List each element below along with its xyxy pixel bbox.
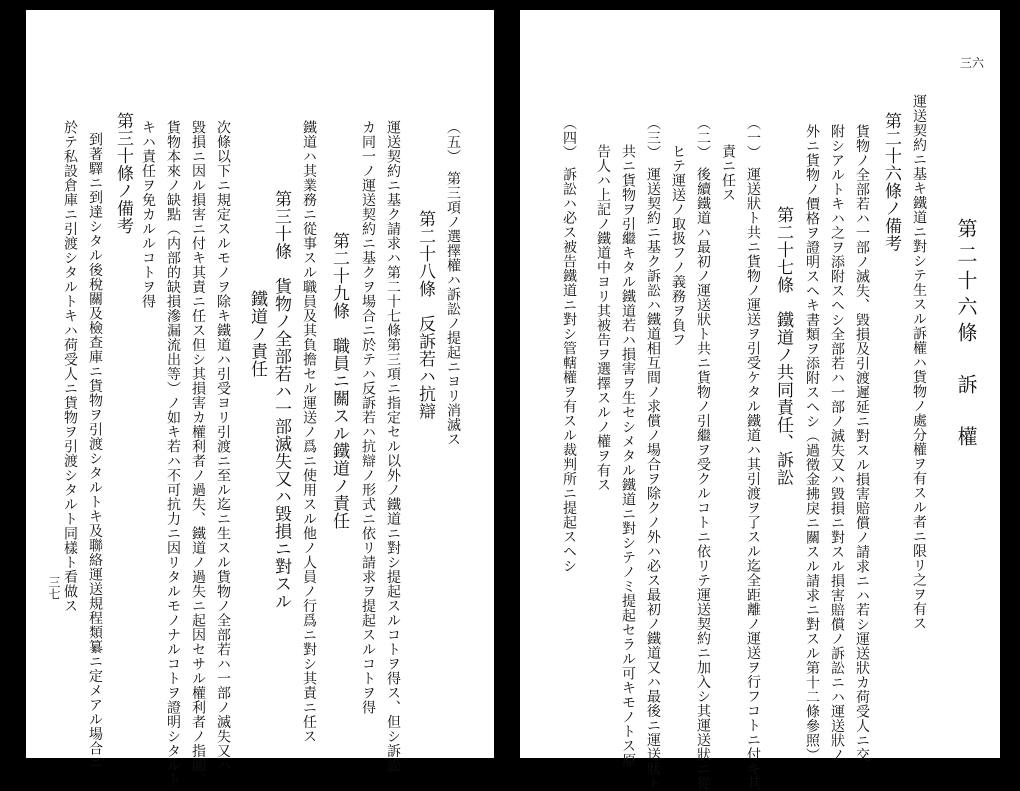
article-30-body-line-4: キハ責任ヲ免カルルコトヲ得 [140, 120, 156, 309]
article-26-note-line-3: 外ニ貨物ノ價格ヲ證明スヘキ書類ヲ添附スヘシ（過徵金拂戾ニ關スル請求ニ對スル第十二條參照） [804, 124, 820, 762]
article-26-title: 第二十六條 訴 權 [954, 218, 978, 452]
article-29-title: 第二十九條 職員ニ關スル鐵道ノ責任 [329, 232, 349, 530]
article-26-note-line-2: 附シアルトキハ之ヲ添附スヘシ全部若ハ一部ノ滅失又ハ毀損ニ對スル損害賠償ノ訴訟ニハ運送狀ノ [829, 124, 845, 762]
article-30-body-line-2: 毀損ニ因ル損害ニ付キ其責ニ任ス但シ其損害カ權利者ノ過失、鐵道ノ過失ニ起因セサル權利者ノ指圖、 [190, 120, 206, 787]
article-27-para-1-line-1: （一） 運送狀ト共ニ貨物ノ運送ヲ引受ケタル鐵道ハ其引渡ヲ了スル迄全距離ノ運送ヲ行フコトニ付キ其 [745, 116, 761, 791]
article-30-note-line-1: 到著驛ニ到達シタル後稅關及檢查庫ニ貨物ヲ引渡シタルトキ及聯絡運送規程類纂ニ定メアル場合ニ [87, 132, 103, 770]
article-28-title: 第二十八條 反訴若ハ抗辯 [415, 210, 435, 420]
article-27-para-5: （五） 第三項ノ選擇權ハ訴訟ノ提起ニヨリ消滅ス [445, 120, 461, 447]
article-27-para-3-line-3: 告人ハ上記ノ鐵道中ヨリ其被告ヲ選擇スルノ權ヲ有ス [595, 144, 611, 492]
article-27-para-3-line-2: 共ニ貨物ヲ引繼キタル鐵道若ハ損害ヲ生セシメタル鐵道ニ對シテノミ提起セラル可キモノトス原 [620, 144, 636, 768]
page-number: 三六 [960, 56, 985, 70]
article-30-title-line-1: 第三十條 貨物ノ全部若ハ一部滅失又ハ毀損ニ對スル [271, 190, 291, 610]
article-27-para-2-line-2: ヒテ運送ノ取扱フノ義務ヲ負フ [670, 144, 686, 347]
article-26-note-heading: 第二十六條ノ備考 [881, 112, 901, 252]
article-26-body: 運送契約ニ基キ鐵道ニ對シテ生スル訴權ハ貨物ノ處分權ヲ有スル者ニ限リ之ヲ有ス [911, 94, 927, 631]
article-27-para-4: （四） 訴訟ハ必ス被告鐵道ニ對シ管轄權ヲ有スル裁判所ニ提起スヘシ [561, 116, 577, 573]
right-page [520, 10, 1000, 791]
article-30-body-line-3: 貨物本來ノ缺點（内部的缺損滲漏流出等）ノ如キ若ハ不可抗力ニ因リタルモノナルコトヲ證明シタルト [165, 120, 181, 787]
article-29-body: 鐵道ハ其業務ニ從事スル職員及其負擔セル運送ノ爲ニ使用スル他ノ人員ノ行爲ニ對シ其責ニ任ス [301, 120, 317, 744]
article-27-title: 第二十七條 鐵道ノ共同責任、訴訟 [773, 206, 793, 486]
left-page [26, 10, 494, 787]
article-26-note-line-1: 貨物ノ全部若ハ一部ノ滅失、毀損及引渡遲延ニ對スル損害賠償ノ請求ニハ若シ運送狀カ荷受人ニ交 [854, 124, 870, 762]
article-30-note-heading: 第三十條ノ備考 [113, 112, 133, 235]
article-30-title-line-2: 鐵道ノ責任 [247, 290, 267, 378]
article-28-body-line-1: 運送契約ニ基ク請求ハ第二十七條第三項ニ指定セル以外ノ鐵道ニ對シ提起スルコトヲ得ス、但シ訴訟 [385, 120, 401, 773]
page-number: 三七 [47, 576, 61, 600]
gutter [494, 10, 520, 758]
article-30-body-line-1: 次條以下ニ規定スルモノヲ除キ鐵道ハ引受ヨリ引渡ニ至ル迄ニ生スル貨物ノ全部若ハ一部ノ滅失又ハ [215, 120, 231, 773]
article-30-note-line-2: 於テ私設倉庫ニ引渡シタルトキハ荷受人ニ貨物ヲ引渡シタルト同樣ト看做ス [62, 120, 78, 613]
article-28-body-line-2: カ同一ノ運送契約ニ基クヲ場合ニ於テハ反訴若ハ抗辯ノ形式ニ依リ請求ヲ提起スルコトヲ得 [360, 120, 376, 715]
article-27-para-1-line-2: 責ニ任ス [720, 144, 736, 202]
article-27-para-3-line-1: （三） 運送契約ニ基ク訴訟ハ鐵道相互間ノ求償ノ場合ヲ除クノ外ハ必ス最初ノ鐵道又ハ最後ニ運送狀ト [645, 116, 661, 791]
article-27-para-2-line-1: （二） 後續鐵道ハ最初ノ運送狀ト共ニ貨物ノ引繼ヲ受クルコトニ依リテ運送契約ニ加入シ其運送狀ニ從 [695, 116, 711, 791]
